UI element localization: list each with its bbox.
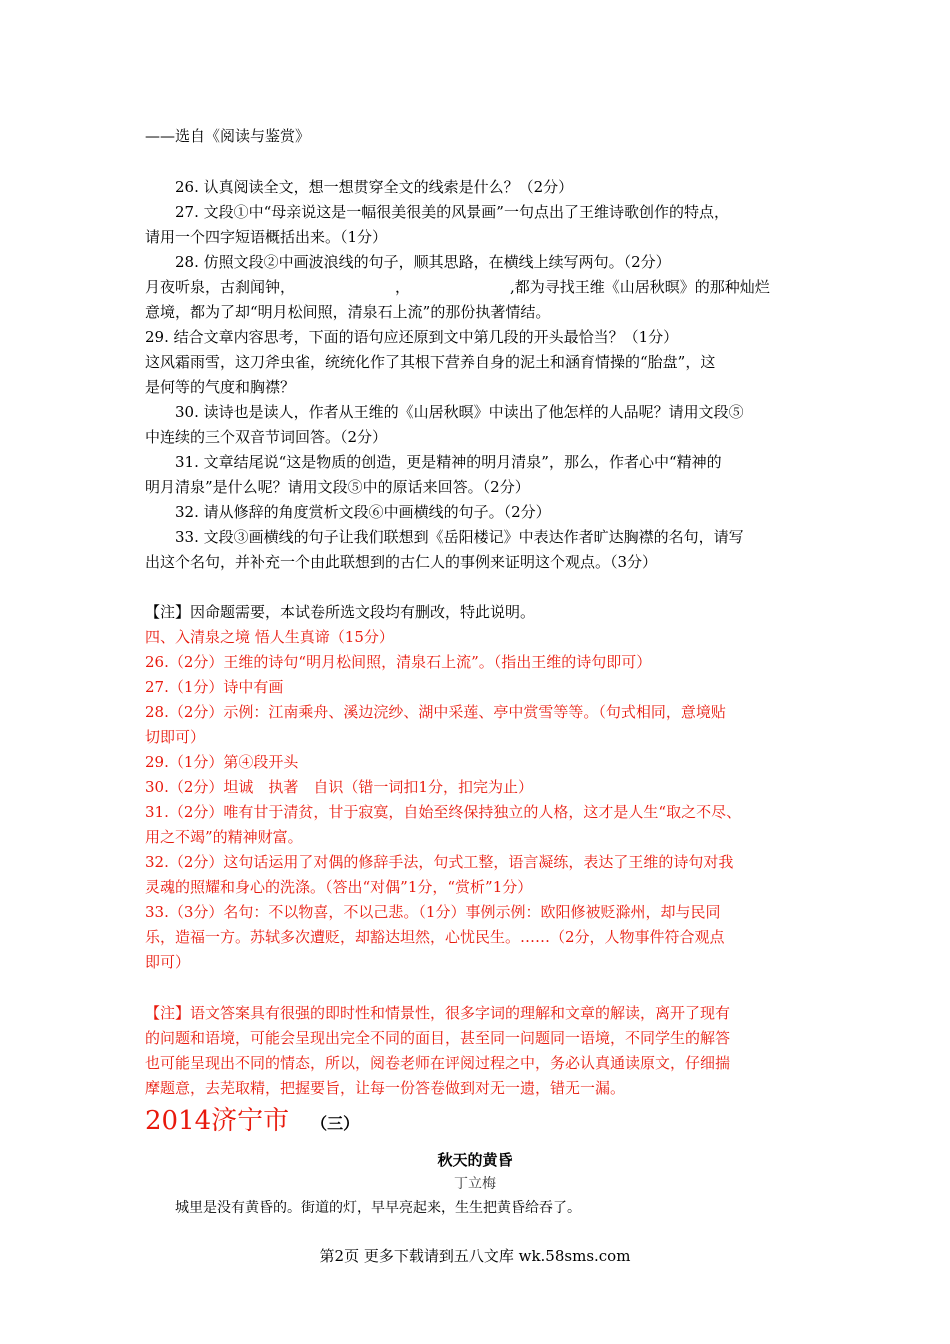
section-title [145, 1105, 359, 1140]
article-author: 丁立梅 [454, 1176, 496, 1192]
question-32: 32. 请从修辞的角度赏析文段⑥中画横线的句子。（2分） [175, 503, 551, 521]
question-30-cont: 中连续的三个双音节词回答。（2分） [145, 428, 388, 446]
note-grading-4: 摩题意，去芜取精，把握要旨，让每一份答卷做到对无一遗，错无一漏。 [145, 1079, 626, 1097]
question-30: 30. 读诗也是读人，作者从王维的《山居秋暝》中读出了他怎样的人品呢？请用文段⑤ [175, 403, 744, 421]
answer-29: 29.（1分）第④段开头 [145, 753, 299, 771]
answer-32: 32.（2分）这句话运用了对偶的修辞手法，句式工整，语言凝练，表达了王维的诗句对我 [145, 853, 734, 871]
article-title: 秋天的黄昏 [437, 1151, 513, 1169]
answer-26: 26.（2分）王维的诗句“明月松间照，清泉石上流”。（指出王维的诗句即可） [145, 653, 652, 671]
question-29-quote: 这风霜雨雪，这刀斧虫雀，统统化作了其根下营养自身的泥土和涵育情操的“胎盘”，这 [145, 353, 716, 371]
question-27-cont: 请用一个四字短语概括出来。（1分） [145, 228, 388, 246]
section-title-text: 2014济宁市 [145, 1106, 290, 1136]
answer-33-cont2: 即可） [145, 953, 191, 971]
note-grading-3: 也可能呈现出不同的情态，所以，阅卷老师在评阅过程之中，务必认真通读原文，仔细揣 [145, 1054, 731, 1072]
question-28-fill [145, 277, 770, 297]
question-29: 29. 结合文章内容思考，下面的语句应还原到文中第几段的开头最恰当？（1分） [145, 328, 679, 346]
answers-heading: 四、入清泉之境 悟人生真谛（15分） [145, 628, 394, 646]
question-33-cont: 出这个名句，并补充一个由此联想到的古仁人的事例来证明这个观点。（3分） [145, 553, 658, 571]
answer-31: 31.（2分）唯有甘于清贫，甘于寂寞，自始至终保持独立的人格，这才是人生“取之不尽、 [145, 803, 742, 821]
note-grading-2: 的问题和语境，可能会呈现出完全不同的面目，甚至同一问题同一语境，不同学生的解答 [145, 1029, 731, 1047]
answer-31-cont: 用之不竭”的精神财富。 [145, 828, 303, 846]
question-31-cont: 明月清泉”是什么呢？请用文段⑤中的原话来回答。（2分） [145, 478, 530, 496]
answer-33: 33.（3分）名句：不以物喜，不以己悲。（1分）事例示例：欧阳修被贬滁州，却与民同 [145, 903, 721, 921]
question-26: 26. 认真阅读全文，想一想贯穿全文的线索是什么？（2分） [175, 178, 574, 196]
answer-33-cont: 乐，造福一方。苏轼多次遭贬，却豁达坦然，心忧民生。……（2分，人物事件符合观点 [145, 928, 725, 946]
question-28-cont: 意境，都为了却“明月松间照，清泉石上流”的那份执著情结。 [145, 303, 551, 321]
q28-fill-end: ,都为寻找王维《山居秋暝》的那种灿烂 [510, 278, 770, 296]
question-33: 33. 文段③画横线的句子让我们联想到《岳阳楼记》中表达作者旷达胸襟的名句，请写 [175, 528, 744, 546]
answer-32-cont: 灵魂的照耀和身心的洗涤。（答出“对偶”1分，“赏析”1分） [145, 878, 533, 896]
source-line: ——选自《阅读与鉴赏》 [145, 127, 311, 145]
question-28: 28. 仿照文段②中画波浪线的句子，顺其思路，在横线上续写两句。（2分） [175, 253, 671, 271]
answer-30: 30.（2分）坦诚 执著 自识（错一词扣1分，扣完为止） [145, 778, 533, 796]
answer-28: 28.（2分）示例：江南乘舟、溪边浣纱、湖中采莲、亭中赏雪等等。（句式相同，意境贴 [145, 703, 726, 721]
page-footer: 第2页 更多下载请到五八文库 wk.58sms.com [319, 1247, 631, 1265]
q28-comma: ， [395, 278, 411, 296]
section-subtitle: （三） [311, 1114, 360, 1133]
answer-28-cont: 切即可） [145, 728, 206, 746]
question-31: 31. 文章结尾说“这是物质的创造，更是精神的明月清泉”，那么，作者心中“精神的 [175, 453, 722, 471]
q28-fill-start: 月夜听泉，古刹闻钟， [145, 278, 296, 296]
question-29-quote-cont: 是何等的气度和胸襟？ [145, 378, 296, 396]
article-first-line: 城里是没有黄昏的。街道的灯，早早亮起来，生生把黄昏给吞了。 [175, 1200, 581, 1216]
question-27: 27. 文段①中“母亲说这是一幅很美很美的风景画”一句点出了王维诗歌创作的特点， [175, 203, 729, 221]
note-grading-1: 【注】语文答案具有很强的即时性和情景性，很多字词的理解和文章的解读，离开了现有 [145, 1004, 731, 1022]
note-edits: 【注】因命题需要，本试卷所选文段均有删改，特此说明。 [145, 603, 536, 621]
answer-27: 27.（1分）诗中有画 [145, 678, 284, 696]
